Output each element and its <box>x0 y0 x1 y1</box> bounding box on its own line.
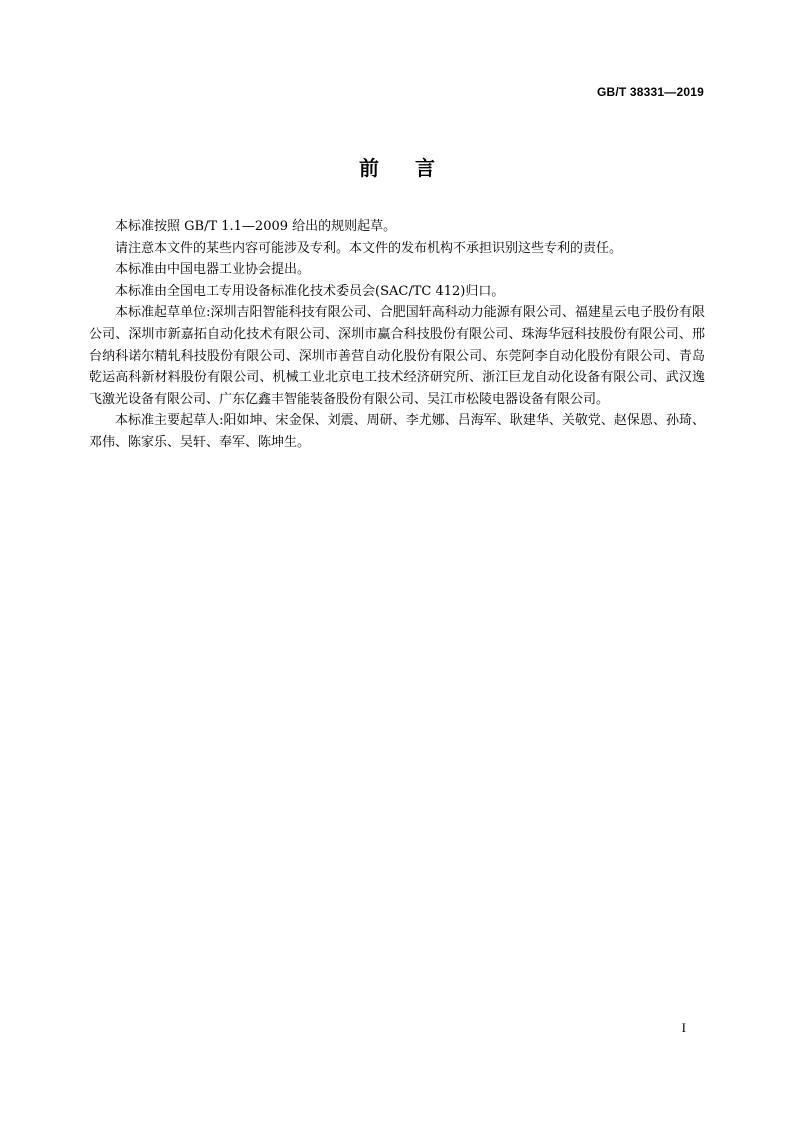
paragraph-drafters: 本标准主要起草人:阳如坤、宋金保、刘震、周研、李尤娜、吕海军、耿建华、关敬党、赵保恩、孙琦、邓伟、陈家乐、吴轩、奉军、陈坤生。 <box>89 413 705 450</box>
foreword-body <box>89 216 705 454</box>
page-number: I <box>681 1020 686 1035</box>
paragraph-proposed-by: 本标准由中国电器工业协会提出。 <box>115 262 311 278</box>
paragraph-drafting-units: 本标准起草单位:深圳吉阳智能科技有限公司、合肥国轩高科动力能源有限公司、福建星云电子股份有限公司、深圳市新嘉拓自动化技术有限公司、深圳市赢合科技股份有限公司、珠海华冠科技股份有限公司、邢台纳科诺尔精轧科技股份有限公司、深圳市善营自动化股份有限公司、东莞阿李自动化股份有限公司、青岛乾运高科新材料股份有限公司、机械工业北京电工技术经济研究所、浙江巨龙自动化设备有限公司、武汉逸飞激光设备有限公司、广东亿鑫丰智能装备股份有限公司、吴江市松陵电器设备有限公司。 <box>89 305 705 407</box>
standard-code: GB/T 38331—2019 <box>596 85 704 99</box>
paragraph-drafting-rules: 本标准按照 GB/T 1.1—2009 给出的规则起草。 <box>115 219 397 234</box>
paragraph-patent-notice: 请注意本文件的某些内容可能涉及专利。本文件的发布机构不承担识别这些专利的责任。 <box>115 240 623 256</box>
paragraph-centralized-by: 本标准由全国电工专用设备标准化技术委员会(SAC/TC 412)归口。 <box>115 283 505 299</box>
page-title: 前言 <box>359 156 471 180</box>
